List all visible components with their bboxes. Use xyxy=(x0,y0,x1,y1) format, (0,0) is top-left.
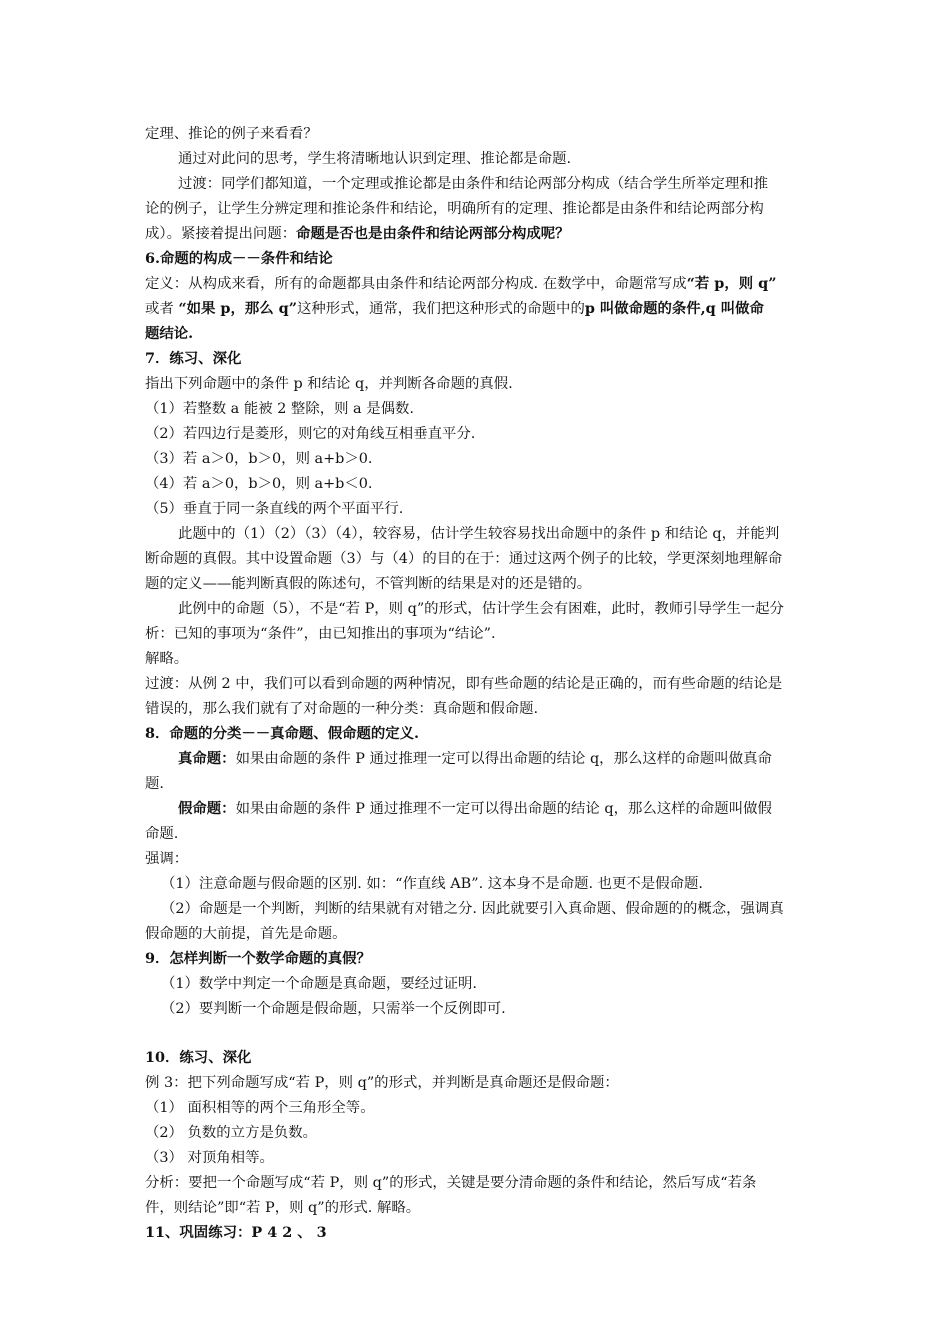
list-item: （1）注意命题与假命题的区别. 如：“作直线 AB”. 这本身不是命题. 也更不是假命题. xyxy=(161,876,703,892)
bold-term: “如果 p，那么 q” xyxy=(178,300,298,317)
text-line: 题的定义——能判断真假的陈述句，不管判断的结果是对的还是错的。 xyxy=(145,576,592,592)
list-item: （2）要判断一个命题是假命题，只需举一个反例即可. xyxy=(161,1001,506,1017)
list-item: （1） 面积相等的两个三角形全等。 xyxy=(145,1100,375,1116)
text-line: 强调： xyxy=(145,851,189,867)
section-heading-10: 10．练习、深化 xyxy=(145,1049,252,1066)
list-item: （1）数学中判定一个命题是真命题，要经过证明. xyxy=(161,976,477,992)
text-line: 此例中的命题（5），不是“若 P，则 q”的形式，估计学生会有困难，此时，教师引导学生一起分 xyxy=(178,601,784,617)
list-item: （1）若整数 a 能被 2 整除，则 a 是偶数. xyxy=(145,401,414,417)
list-item: （3） 对顶角相等。 xyxy=(145,1150,274,1166)
text-line: 通过对此问的思考，学生将清晰地认识到定理、推论都是命题. xyxy=(178,151,572,167)
section-heading-9: 9．怎样判断一个数学命题的真假？ xyxy=(145,950,371,967)
text-line: 过渡：同学们都知道，一个定理或推论都是由条件和结论两部分构成（结合学生所举定理和推 xyxy=(178,176,769,192)
list-item: （3）若 a＞0，b＞0，则 a+b＞0. xyxy=(145,451,373,467)
text-line: 分析：要把一个命题写成“若 P，则 q”的形式，关键是要分清命题的条件和结论，然后写成“若条 xyxy=(145,1175,757,1191)
text-line: 解略。 xyxy=(145,651,189,667)
text-line: 件，则结论”即“若 P，则 q”的形式. 解略。 xyxy=(145,1200,421,1216)
text-line: 过渡：从例 2 中，我们可以看到命题的两种情况，即有些命题的结论是正确的，而有些命题的结论是 xyxy=(145,676,783,692)
section-heading-11: 11、巩固练习：P 4 2 、 3 xyxy=(145,1224,327,1241)
list-item: （2） 负数的立方是负数。 xyxy=(145,1125,318,1141)
text-span: 定义：从构成来看，所有的命题都具由条件和结论两部分构成. 在数学中，命题常写成 xyxy=(145,276,687,292)
text-line: 断命题的真假。其中设置命题（3）与（4）的目的在于：通过这两个例子的比较，学更深刻地理解命 xyxy=(145,551,783,567)
text-line: 假命题的大前提，首先是命题。 xyxy=(145,926,347,942)
section-heading-8: 8．命题的分类－－真命题、假命题的定义. xyxy=(145,725,420,742)
text-line: 析：已知的事项为“条件”，由已知推出的事项为“结论”. xyxy=(145,626,496,642)
list-item: （4）若 a＞0，b＞0，则 a+b＜0. xyxy=(145,476,373,492)
text-line: 此题中的（1）（2）（3）（4），较容易，估计学生较容易找出命题中的条件 p 和结论 q，并能判 xyxy=(178,526,780,542)
text-line xyxy=(145,272,776,296)
text-line: 例 3：把下列命题写成“若 P，则 q”的形式，并判断是真命题还是假命题： xyxy=(145,1075,619,1091)
list-item: （2）命题是一个判断，判断的结果就有对错之分. 因此就要引入真命题、假命题的的概念，强调真 xyxy=(161,901,784,917)
text-line: 错误的，那么我们就有了对命题的一种分类：真命题和假命题. xyxy=(145,701,539,717)
text-line xyxy=(178,797,772,821)
text-line: 题结论. xyxy=(145,325,194,342)
text-line: 题. xyxy=(145,776,164,792)
bold-term: 真命题： xyxy=(178,750,236,767)
text-line: 指出下列命题中的条件 p 和结论 q，并判断各命题的真假. xyxy=(145,376,513,392)
bold-term: 假命题： xyxy=(178,800,236,817)
text-line: 命题. xyxy=(145,826,179,842)
bold-term: “若 p，则 q” xyxy=(686,275,777,292)
text-span: 这种形式，通常，我们把这种形式的命题中的 xyxy=(297,301,585,317)
list-item: （2）若四边行是菱形，则它的对角线互相垂直平分. xyxy=(145,426,476,442)
bold-question: 命题是否也是由条件和结论两部分构成呢？ xyxy=(296,225,570,242)
text-line xyxy=(178,747,772,771)
text-span: 成）。紧接着提出问题： xyxy=(145,226,297,242)
section-heading-7: 7．练习、深化 xyxy=(145,350,242,367)
section-heading-6: 6.命题的构成－－条件和结论 xyxy=(145,250,333,267)
text-line: 定理、推论的例子来看看？ xyxy=(145,126,318,142)
list-item: （5）垂直于同一条直线的两个平面平行. xyxy=(145,501,404,517)
text-span: 如果由命题的条件 P 通过推理不一定可以得出命题的结论 q，那么这样的命题叫做假 xyxy=(235,801,772,817)
text-span: 如果由命题的条件 P 通过推理一定可以得出命题的结论 q，那么这样的命题叫做真命 xyxy=(235,751,772,767)
text-line xyxy=(145,297,764,321)
bold-term: p 叫做命题的条件,q 叫做命 xyxy=(584,300,764,317)
text-line xyxy=(145,222,570,246)
text-line: 论的例子，让学生分辨定理和推论条件和结论，明确所有的定理、推论都是由条件和结论两部分构 xyxy=(145,201,764,217)
text-span: 或者 xyxy=(145,301,179,317)
